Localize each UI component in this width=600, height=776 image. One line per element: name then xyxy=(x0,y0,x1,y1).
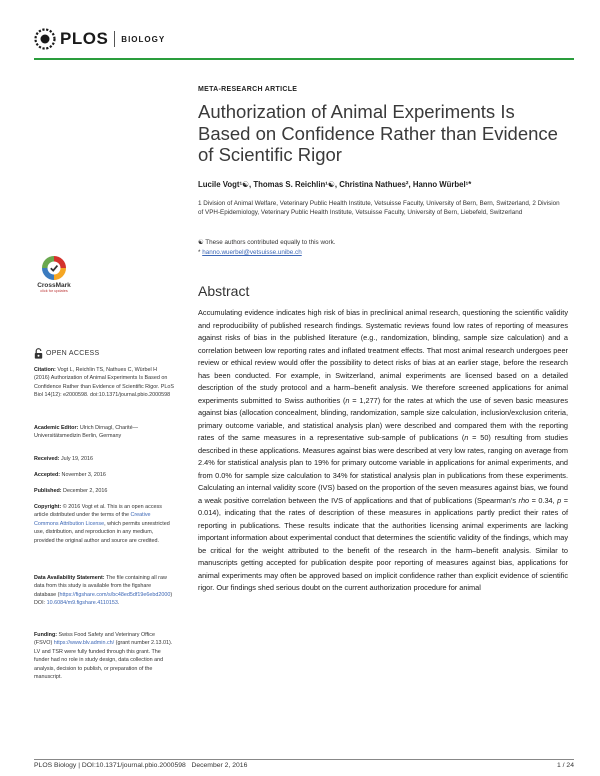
editor-text: Ulrich Dirnagl, Charité—Universitätsmedizin Berlin, Germany xyxy=(34,425,138,440)
crossmark-badge[interactable] xyxy=(34,255,74,293)
published-label: Published: xyxy=(34,488,62,494)
published-value: December 2, 2016 xyxy=(61,488,108,494)
crossmark-icon xyxy=(41,255,67,281)
abstract-italic: rho xyxy=(518,495,530,505)
copyright-text: , which permits unrestricted use, distribution, and reproduction in any medium, provided the original author and source are credited. xyxy=(34,520,170,544)
open-lock-icon xyxy=(34,348,43,359)
plos-logo[interactable] xyxy=(34,27,165,51)
availability-text: . xyxy=(117,600,120,607)
funding-text: Swiss Food Safety and Veterinary Office (FSVO) xyxy=(34,632,155,647)
citation-text: Vogt L, Reichlin TS, Nathues C, Würbel H (2016) Authorization of Animal Experiments Is Based on Confidence Rather than Evidence of Scientific Rigor. PLoS Biol 14(12): e2000598. doi:10.1371/journal.pbio.2000598 xyxy=(34,367,174,399)
footer-rule xyxy=(34,759,574,760)
logo-separator xyxy=(114,31,115,47)
abstract-heading: Abstract xyxy=(198,283,250,299)
abstract-body xyxy=(198,307,568,595)
abstract-text: = 0.34, xyxy=(529,495,558,505)
crossmark-label: CrossMark xyxy=(37,282,71,289)
logo-text: PLOS xyxy=(60,29,109,48)
open-access-badge xyxy=(34,348,99,359)
abstract-italic: n xyxy=(345,395,350,405)
copyright-label: Copyright: xyxy=(34,504,62,510)
availability-label: Data Availability Statement: xyxy=(34,575,105,581)
funder-link[interactable]: https://www.blv.admin.ch/ xyxy=(53,640,115,647)
funding-block xyxy=(34,631,174,681)
page-number: 1 / 24 xyxy=(556,762,574,769)
contribution-note: ☯ These authors contributed equally to this work. xyxy=(198,239,336,246)
abstract-text: = 1,277) for the rates at which the use of seven basic measures against bias (allocation concealment, blinding, randomization, sample size calculation, inclusion/exclusion criteria, primary outcome variable, and statistical analysis plan) were described and compared them with the reporting rates of the same measures in a representative sub-sample of publications ( xyxy=(198,395,568,442)
received-date xyxy=(34,455,174,463)
footer-citation: PLOS Biology | DOI:10.1371/journal.pbio.2000598 December 2, 2016 xyxy=(34,762,248,769)
abstract-text: = 50) resulting from studies described in these applications. Measures against bias were described at very low rates, ranging on average from 2.4% for statistical analysis plan to 19% for primary outcome variable in applications for animal experiments, and from 0.0% for sample size calculation to 34% for statistical analysis plan in publications from these experiments. Calculating an internal validity score (IVS) based on the proportion of the seven measures against bias, we found a weak positive correlation between the IVS of applications and that of publications (Spearman’s xyxy=(198,433,568,505)
article-title: Authorization of Animal Experiments Is Based on Confidence Rather than Evidence of Scientific Rigor xyxy=(198,101,558,165)
abstract-text: = 0.014), indicating that the rates of description of these measures in applications partly predict their rates of reporting in publications. These results indicate that the authorities licensing animal experiments are lacking important information about experimental conduct that determines the scientific validity of the findings, which may be critical for the weight attributed to the benefit of the research in the harm–benefit analysis. Similar to manuscripts getting accepted for publication despite poor reporting of measures against bias, applications for animal experiments may often be approved based on implicit confidence rather than explicit evidence of scientific rigor. Our findings shed serious doubt on the current authorization procedure for animal xyxy=(198,495,568,592)
received-value: July 19, 2016 xyxy=(59,456,94,462)
abstract-text: Accumulating evidence indicates high risk of bias in preclinical animal research, questioning the scientific validity and reproducibility of published research findings. Systematic reviews found low rates of reporting of measures against risks of bias in the published literature (e.g., randomization, blinding, sample size calculation) and a correlation between low reporting rates and inflated treatment effects. That most animal research undergoes peer review or ethical review would offer the possibility to detect risks of bias at an earlier stage, before the research has been conducted. For example, in Switzerland, animal experiments are licensed based on a detailed description of the study protocol and a harm–benefit analysis. We therefore screened applications for animal experiments submitted to Swiss authorities ( xyxy=(198,308,568,405)
author-list: Lucile Vogt¹☯, Thomas S. Reichlin¹☯, Christina Nathues², Hanno Würbel¹* xyxy=(198,180,472,189)
data-availability-block xyxy=(34,574,174,608)
accepted-value: November 3, 2016 xyxy=(60,472,106,478)
license-link[interactable]: Creative Commons Attribution License xyxy=(34,512,151,527)
citation-block xyxy=(34,366,174,400)
received-label: Received: xyxy=(34,456,60,462)
copyright-text: © 2016 Vogt et al. This is an open access article distributed under the terms of the xyxy=(34,504,162,519)
figshare-link[interactable]: https://figshare.com/s/bc48ed5df19e6ebd2000 xyxy=(59,591,171,598)
header-rule xyxy=(34,58,574,60)
abstract-italic: n xyxy=(464,433,469,442)
published-date xyxy=(34,487,174,495)
availability-text: ) DOI: xyxy=(34,591,173,607)
plos-logo-icon xyxy=(34,28,56,50)
doi-link[interactable]: 10.6084/m9.figshare.4110153 xyxy=(46,600,118,607)
abstract-italic: p xyxy=(557,495,562,505)
editor-label: Academic Editor: xyxy=(34,425,79,431)
corresponding-email-link[interactable]: hanno.wuerbel@vetsuisse.unibe.ch xyxy=(202,249,302,256)
copyright-block xyxy=(34,503,174,545)
accepted-label: Accepted: xyxy=(34,472,61,478)
editor-block xyxy=(34,424,174,441)
citation-label: Citation: xyxy=(34,367,56,373)
journal-name: BIOLOGY xyxy=(121,34,166,44)
corresponding-author xyxy=(198,249,302,256)
corresponding-marker: * xyxy=(198,249,201,256)
crossmark-sublabel: click for updates xyxy=(40,289,68,293)
accepted-date xyxy=(34,471,174,479)
availability-text: The file containing all raw data from this study is available from the figshare database ( xyxy=(34,575,167,598)
funding-label: Funding: xyxy=(34,632,58,638)
funding-text: (grant number 2.13.01). LV and TSR were fully funded through this grant. The funder had no role in study design, data collection and analysis, decision to publish, or preparation of the manuscript. xyxy=(34,640,173,681)
article-type: META-RESEARCH ARTICLE xyxy=(198,86,298,93)
open-access-label: OPEN ACCESS xyxy=(46,350,100,357)
affiliations: 1 Division of Animal Welfare, Veterinary Public Health Institute, Vetsuisse Faculty, University of Bern, Bern, Switzerland, 2 Division of VPH-Epidemiology, Veterinary Public Health Institute, Vetsuisse Faculty, University of Bern, Liebefeld, Switzerland xyxy=(198,200,560,217)
